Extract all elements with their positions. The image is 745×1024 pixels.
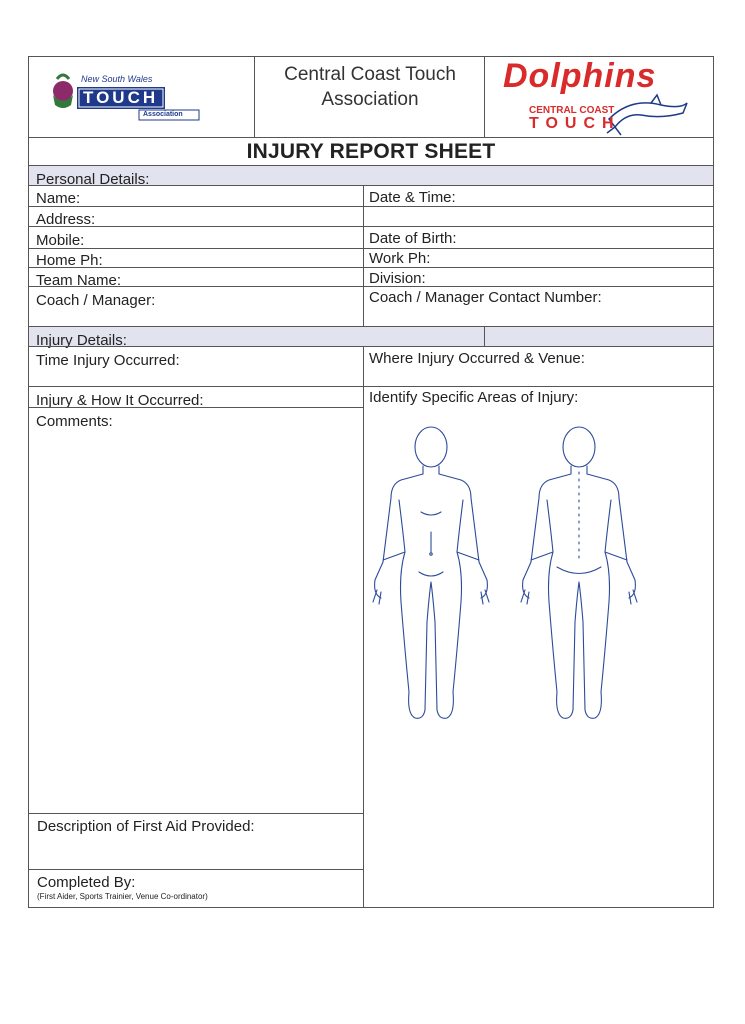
- dolphins-logo-line3: TOUCH: [529, 115, 621, 132]
- nsw-logo-line3: Association: [143, 111, 183, 118]
- team-name-field[interactable]: Team Name:: [36, 272, 122, 289]
- how-occurred-field[interactable]: Injury & How It Occurred:: [36, 392, 204, 409]
- body-front-icon[interactable]: [373, 427, 489, 718]
- nsw-logo-line2: TOUCH: [83, 88, 159, 107]
- completed-by-field[interactable]: Completed By:: [37, 874, 136, 891]
- header-divider-1: [254, 57, 255, 137]
- header-divider-2: [484, 57, 485, 137]
- name-field[interactable]: Name:: [36, 190, 81, 207]
- time-occurred-field[interactable]: Time Injury Occurred:: [36, 352, 180, 369]
- rule: [29, 407, 363, 408]
- rule: [29, 869, 363, 870]
- nsw-touch-logo: [47, 67, 207, 127]
- rule: [29, 386, 713, 387]
- dolphins-logo-line1: Dolphins: [503, 57, 657, 95]
- association-name: [255, 62, 485, 112]
- date-time-field[interactable]: Date & Time:: [369, 189, 456, 206]
- division-field[interactable]: Division:: [369, 270, 426, 287]
- page-title: INJURY REPORT SHEET: [246, 140, 496, 163]
- mobile-field[interactable]: Mobile:: [36, 232, 85, 249]
- bar-divider: [484, 327, 485, 346]
- rule: [29, 248, 713, 249]
- column-divider: [363, 226, 364, 326]
- coach-contact-field[interactable]: Coach / Manager Contact Number:: [369, 289, 602, 306]
- personal-details-label: Personal Details:: [36, 171, 150, 188]
- rule: [29, 185, 713, 186]
- column-divider: [363, 185, 364, 226]
- injury-details-label: Injury Details:: [36, 332, 127, 349]
- rule: [29, 286, 713, 287]
- dolphins-logo: [491, 57, 713, 137]
- association-name-line2: Association: [321, 89, 419, 110]
- header-bottom-rule: [29, 137, 713, 138]
- work-ph-field[interactable]: Work Ph:: [369, 250, 431, 267]
- nsw-logo-line1: New South Wales: [81, 74, 153, 84]
- first-aid-field[interactable]: Description of First Aid Provided:: [37, 818, 255, 835]
- rule: [29, 346, 713, 347]
- injury-details-bar: [29, 327, 713, 346]
- home-ph-field[interactable]: Home Ph:: [36, 252, 103, 269]
- dolphins-logo-line2: CENTRAL COAST: [529, 105, 615, 116]
- rule: [29, 813, 363, 814]
- column-divider: [363, 346, 364, 908]
- body-diagram[interactable]: [369, 422, 649, 727]
- rule: [29, 267, 713, 268]
- completed-by-note: (First Aider, Sports Trainier, Venue Co-ordinator): [37, 892, 208, 901]
- rule: [29, 206, 713, 207]
- injury-report-form: [28, 56, 714, 908]
- rule: [29, 226, 713, 227]
- association-name-line1: Central Coast Touch: [284, 64, 456, 85]
- comments-field[interactable]: Comments:: [36, 413, 113, 430]
- coach-field[interactable]: Coach / Manager:: [36, 292, 156, 309]
- identify-areas-label: Identify Specific Areas of Injury:: [369, 389, 579, 406]
- body-back-icon[interactable]: [521, 427, 637, 718]
- address-field[interactable]: Address:: [36, 211, 96, 228]
- where-occurred-field[interactable]: Where Injury Occurred & Venue:: [369, 350, 585, 367]
- dob-field[interactable]: Date of Birth:: [369, 230, 457, 247]
